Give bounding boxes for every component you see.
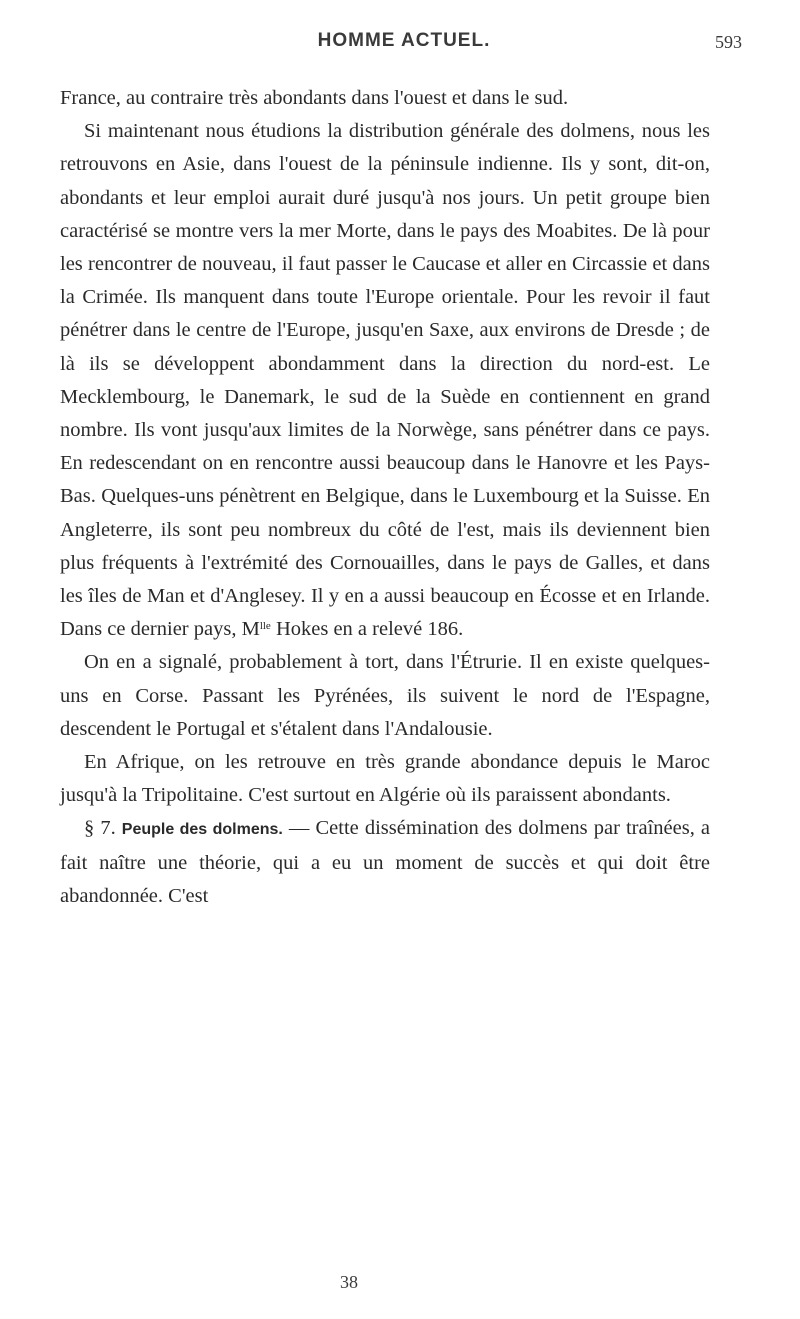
section-text: Cette dissémination des dolmens par traînées, a fait naître une théorie, qui a eu un moment de succès et qui doit être abandonnée. C'est (60, 817, 711, 907)
paragraph (60, 115, 710, 646)
paragraph-text: Si maintenant nous étudions la distribution générale des dolmens, nous les retrouvons en Asie, dans l'ouest de la péninsule indienne. Ils y sont, dit-on, abondants et leur emploi aurait duré jusqu'à nos jours. Un petit groupe bien caractérisé se montre vers la mer Morte, dans le pays des Moabites. De là pour les rencontrer de nouveau, il faut passer le Caucase et aller en Circassie et dans la Crimée. Ils manquent dans toute l'Europe orientale. Pour les revoir il faut pénétrer dans le centre de l'Europe, jusqu'en Saxe, aux environs de Dresde ; de là ils se développent abondamment dans la direction du nord-est. Le Mecklembourg, le Danemark, le sud de la Suède en contiennent en grand nombre. Ils vont jusqu'aux limites de la Norwège, sans pénétrer dans ce pays. En redescendant on en rencontre aussi beaucoup dans le Hanovre et les Pays-Bas. Quelques-uns pénètrent en Belgique, dans le Luxembourg et la Suisse. En Angleterre, ils sont peu nombreux du côté de l'est, mais ils deviennent bien plus fréquents à l'extrémité des Cornouailles, dans le pays de Galles, et dans les îles de Man et d'Anglesey. Il y en a aussi beaucoup en Écosse et en Irlande. Dans ce dernier pays, (60, 120, 710, 641)
paragraph: On en a signalé, probablement à tort, dans l'Étrurie. Il en existe quelques-uns en Corse. Passant les Pyrénées, ils suivent le nord de l'Espagne, descendent le Portugal et s'étalent dans l'Andalousie. (60, 651, 710, 740)
title-abbrev-sup: lle (259, 620, 271, 633)
paragraph: France, au contraire très abondants dans l'ouest et dans le sud. (60, 87, 569, 109)
signature-mark: 38 (340, 1272, 358, 1292)
section-number: § 7. (84, 817, 116, 840)
paragraph: En Afrique, on les retrouve en très grande abondance depuis le Maroc jusqu'à la Tripolitaine. C'est surtout en Algérie où ils paraissent abondants. (60, 751, 710, 807)
paragraph-tail: Hokes en a relevé 186. (270, 618, 464, 641)
section-dash: — (282, 817, 316, 840)
body-text (60, 82, 710, 913)
running-head (60, 22, 748, 62)
page-number: 593 (715, 32, 742, 52)
title-abbrev: M (241, 618, 260, 641)
section-paragraph (60, 812, 710, 913)
section-title: Peuple des dolmens. (121, 821, 283, 839)
running-title: HOMME ACTUEL. (317, 30, 491, 51)
